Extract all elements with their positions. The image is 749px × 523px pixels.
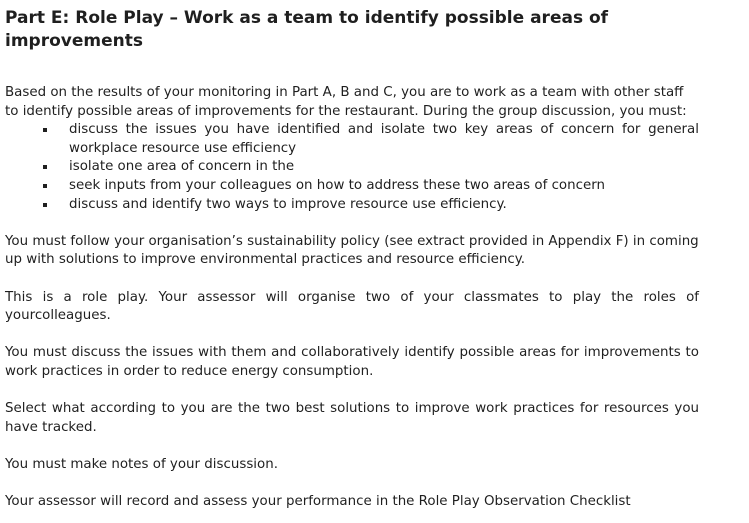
list-item: discuss the issues you have identified and isolate two key areas of concern for general workplace resource use efficiency <box>5 121 699 158</box>
list-item: isolate one area of concern in the <box>5 158 699 177</box>
policy-paragraph: You must follow your organisation’s sustainability policy (see extract provided in Appendix F) in coming up with solutions to improve environmental practices and resource efficiency. <box>5 233 699 268</box>
discussion-paragraph: You must discuss the issues with them and collaboratively identify possible areas for improvements to work practices in order to reduce energy consumption. <box>5 345 699 379</box>
document-page <box>5 0 699 512</box>
list-item: seek inputs from your colleagues on how to address these two areas of concern <box>5 177 699 196</box>
list-item: discuss and identify two ways to improve resource use efficiency. <box>5 196 699 215</box>
notes-paragraph: You must make notes of your discussion. <box>5 456 278 472</box>
bullet-icon <box>43 165 47 169</box>
select-solutions-paragraph: Select what according to you are the two best solutions to improve work practices for resources you have tracked. <box>5 401 699 435</box>
assessor-paragraph: Your assessor will record and assess your performance in the Role Play Observation Checklist <box>5 494 631 510</box>
page-title: Part E: Role Play – Work as a team to identify possible areas of improvements <box>5 8 609 51</box>
bullet-icon <box>43 128 47 132</box>
role-play-paragraph: This is a role play. Your assessor will organise two of your classmates to play the roles of yourcolleagues. <box>5 289 699 324</box>
bullet-icon <box>43 184 47 188</box>
bullet-icon <box>43 203 47 207</box>
intro-paragraph: Based on the results of your monitoring in Part A, B and C, you are to work as a team with other staff to identify possible areas of improvements for the restaurant. During the group discussion, you must: <box>5 85 687 119</box>
requirements-list <box>5 121 699 214</box>
